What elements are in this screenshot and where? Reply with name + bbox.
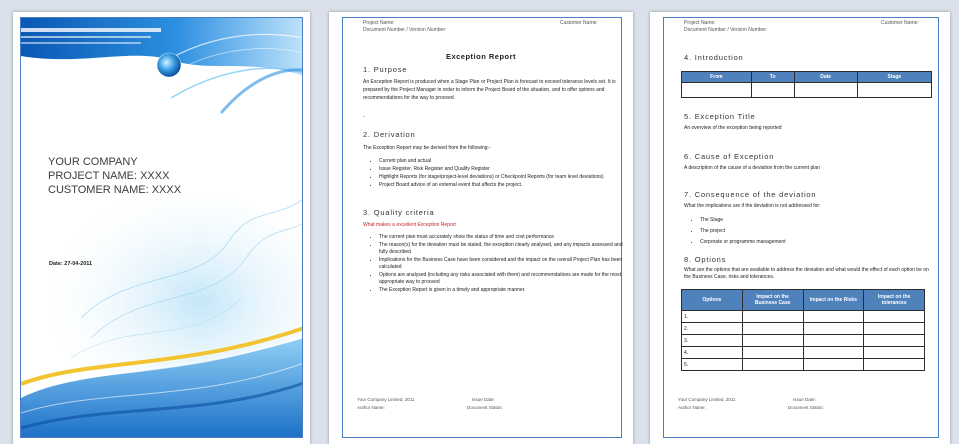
header-customer-name: Customer Name: (560, 20, 598, 26)
cover-date: Date: 27-04-2011 (49, 261, 93, 267)
section-exception-title-text: An overview of the exception being reported (684, 125, 782, 131)
footer-company: Your Company Limited, 2011 (357, 397, 415, 402)
section-cause-heading: 6. Cause of Exception (684, 152, 775, 161)
footer-status: Document Status: (788, 405, 824, 410)
header-project-name: Project Name: (363, 20, 395, 26)
footer-issue-date: Issue Date: (793, 397, 816, 402)
table-cell[interactable] (803, 335, 864, 347)
list-item: • The Stage (700, 215, 930, 225)
list-item: • The Exception Report is given in a timely and appropriate manner. (379, 287, 627, 294)
table-cell[interactable] (803, 347, 864, 359)
project-name: PROJECT NAME: XXXX (48, 170, 170, 182)
quality-list (372, 234, 627, 295)
table-header-cell: Options (682, 290, 743, 311)
table-cell[interactable] (864, 311, 925, 323)
derivation-list (372, 158, 627, 190)
list-item: • Issue Register, Risk Register and Quality Register (379, 166, 627, 173)
header-customer-name: Customer Name: (881, 20, 919, 26)
table-row (682, 359, 925, 371)
section-options-text: What are the options that are available to address the deviation and what would the effect of each option be on the Business Case, risks and tolerances. (684, 267, 929, 280)
cover-artwork (21, 18, 303, 438)
table-header-cell: Impact on the Business Case (742, 290, 803, 311)
section-quality-heading: 3. Quality criteria (363, 208, 435, 217)
list-item: • Current plan and actual (379, 158, 627, 165)
table-cell[interactable] (803, 323, 864, 335)
list-item: • Implications for the Business Case have been considered and the impact on the overall Project Plan has been calculated (379, 257, 627, 271)
header-project-name: Project Name: (684, 20, 716, 26)
consequence-list (693, 215, 930, 248)
options-table (681, 289, 925, 371)
section-introduction-heading: 4. Introduction (684, 53, 744, 62)
table-cell[interactable] (742, 335, 803, 347)
table-cell[interactable] (742, 323, 803, 335)
footer-issue-date: Issue Date: (472, 397, 495, 402)
table-cell[interactable] (864, 359, 925, 371)
table-header-cell: Date (794, 72, 857, 83)
section-consequence-text: What the implications are if the deviation is not addressed for: (684, 203, 821, 209)
footer-author: Author Name: (357, 405, 385, 410)
header-left (363, 20, 446, 33)
table-row (682, 335, 925, 347)
cover-frame (20, 17, 303, 438)
list-item: • Highlight Reports (for stage/project-level deviations) or Checkpoint Reports (for team level deviations) (379, 174, 627, 181)
section-options-heading: 8. Options (684, 255, 727, 264)
exception-report-page-1 (329, 12, 633, 444)
section-cause-text: A description of the cause of a deviation from the current plan (684, 165, 820, 171)
table-cell[interactable]: 3. (682, 335, 743, 347)
header-doc-number: Document Number / Version Number: (684, 26, 768, 33)
header-doc-number: Document Number / Version Number: (363, 26, 447, 33)
section-quality-text: What makes a excellent Exception Report (363, 222, 456, 228)
list-item: • The current plan must accurately show the status of time and cost performance (379, 234, 627, 241)
table-header-cell: Stage (857, 72, 931, 83)
footer-company: Your Company Limited, 2011 (678, 397, 736, 402)
table-header-cell: Impact on the tolerances (864, 290, 925, 311)
list-item: • Corporate or programme management (700, 237, 930, 247)
table-cell[interactable] (857, 83, 931, 98)
section-exception-title-heading: 5. Exception Title (684, 112, 756, 121)
table-row (682, 347, 925, 359)
table-cell[interactable] (742, 347, 803, 359)
cover-page (13, 12, 310, 444)
table-cell[interactable] (742, 359, 803, 371)
section-derivation-text: The Exception Report may be derived from the following:- (363, 145, 491, 151)
section-purpose-text: An Exception Report is produced when a Stage Plan or Project Plan is forecast to exceed tolerance levels set. It is prepared by the Project Manager in order to inform the Project Board of the situation, and to offer options and recommendations for the way to proceed. (363, 79, 616, 101)
table-cell[interactable] (864, 323, 925, 335)
section-purpose-heading: 1. Purpose (363, 65, 408, 74)
table-cell[interactable] (751, 83, 794, 98)
page-title: Exception Report (445, 52, 517, 61)
table-cell[interactable] (803, 311, 864, 323)
customer-name: CUSTOMER NAME: XXXX (48, 184, 182, 196)
footer-author: Author Name: (678, 405, 706, 410)
list-item: • The reason(s) for the deviation must be stated, the exception clearly analysed, and any impacts assessed and fully described (379, 242, 627, 256)
purpose-dash: - (363, 114, 365, 120)
table-header-cell: To (751, 72, 794, 83)
table-cell[interactable] (803, 359, 864, 371)
cover-title-block (48, 155, 181, 197)
introduction-table (681, 71, 932, 98)
table-cell[interactable]: 1. (682, 311, 743, 323)
section-consequence-heading: 7. Consequence of the deviation (684, 190, 817, 199)
table-cell[interactable] (682, 83, 752, 98)
table-row (682, 311, 925, 323)
table-cell[interactable] (794, 83, 857, 98)
table-row (682, 323, 925, 335)
footer-status: Document Status: (467, 405, 503, 410)
table-header-cell: From (682, 72, 752, 83)
table-cell[interactable] (864, 335, 925, 347)
table-cell[interactable] (742, 311, 803, 323)
list-item: • The project (700, 226, 930, 236)
section-derivation-heading: 2. Derivation (363, 130, 416, 139)
list-item: • Project Board advice of an external event that affects the project. (379, 182, 627, 189)
header-left (684, 20, 767, 33)
table-row (682, 83, 932, 98)
company-name: YOUR COMPANY (48, 156, 138, 168)
table-header-cell: Impact on the Risks (803, 290, 864, 311)
exception-report-page-2 (650, 12, 950, 444)
list-item: • Options are analysed (including any risks associated with them) and recommendations are made for the most appropriate way to proceed (379, 272, 627, 286)
table-cell[interactable] (864, 347, 925, 359)
table-cell[interactable]: 2. (682, 323, 743, 335)
table-cell[interactable]: 4. (682, 347, 743, 359)
table-cell[interactable]: 5. (682, 359, 743, 371)
